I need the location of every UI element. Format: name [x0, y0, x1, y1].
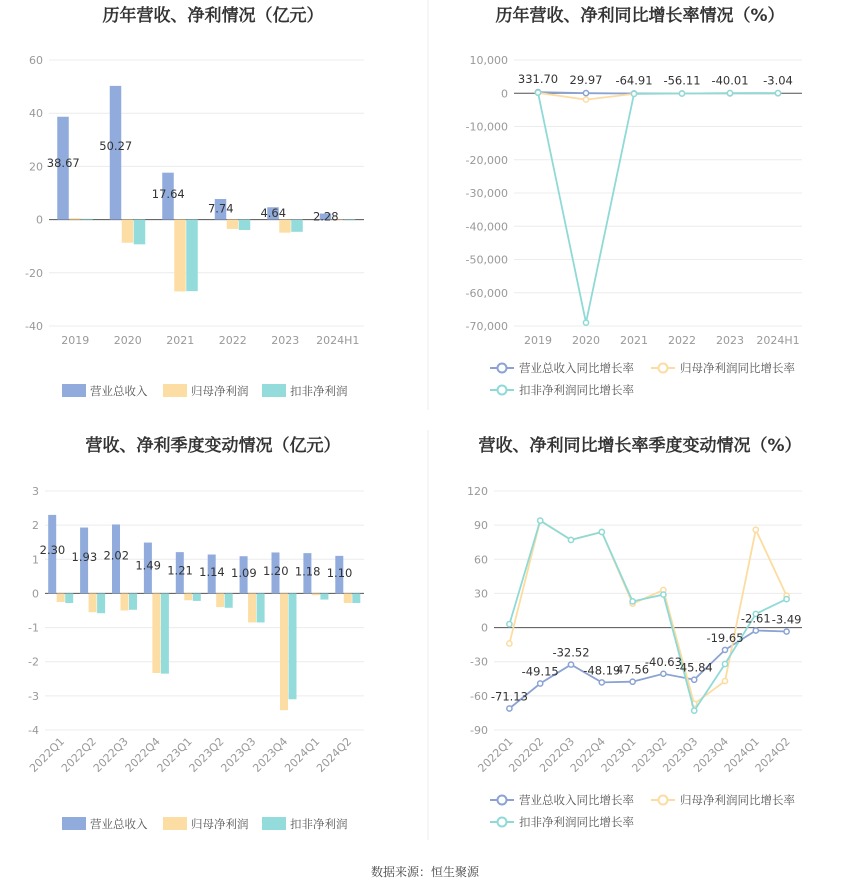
series-point-3: [568, 537, 573, 542]
bar-3: [352, 593, 360, 603]
line-data-label: 331.70: [517, 72, 559, 87]
x-tick-label: 2023: [271, 334, 300, 347]
bar-2: [184, 593, 192, 600]
legend-label: 归母净利润: [191, 384, 249, 398]
y-tick-label: 2: [32, 519, 39, 533]
bar-3: [129, 593, 137, 609]
x-tick-label: 2022: [218, 334, 247, 347]
y-tick-label: -20: [25, 266, 43, 280]
y-tick-label: -40,000: [465, 220, 508, 234]
y-tick-label: 1: [32, 553, 39, 567]
y-tick-label: 3: [32, 485, 39, 498]
y-tick-label: -70,000: [465, 320, 508, 333]
x-tick-label: 2022Q2: [506, 734, 547, 775]
bar-2: [279, 220, 291, 233]
series-point-1: [784, 629, 789, 634]
chart-panel-4: [467, 435, 802, 829]
x-tick-label: 2022Q4: [122, 734, 163, 775]
legend-label: 扣非净利润同比增长率: [519, 815, 634, 829]
y-tick-label: -4: [28, 724, 39, 737]
x-tick-label: 2024Q1: [282, 734, 323, 775]
legend-marker: [498, 796, 507, 805]
bar-data-label: 1.14: [199, 565, 225, 580]
bar-2: [57, 593, 65, 602]
x-tick-label: 2023Q3: [218, 734, 259, 775]
line-data-label: -49.15: [521, 664, 559, 679]
series-point-3: [599, 529, 604, 534]
y-tick-label: -20,000: [465, 153, 508, 167]
series-point-3: [507, 622, 512, 627]
x-tick-label: 2019: [61, 334, 90, 347]
y-tick-label: -30: [470, 655, 488, 669]
chart-panel-2: [466, 5, 802, 397]
series-point-3: [631, 91, 636, 96]
line-data-label: -45.84: [675, 660, 713, 675]
line-data-label: -40.01: [711, 73, 749, 88]
series-point-1: [722, 647, 727, 652]
y-tick-label: 0: [32, 587, 39, 601]
line-data-label: -56.11: [663, 73, 701, 88]
chart-title: 历年营收、净利情况（亿元）: [102, 6, 324, 26]
x-tick-label: 2024H1: [316, 334, 360, 347]
legend-label: 营业总收入: [90, 384, 148, 398]
series-point-3: [722, 661, 727, 666]
line-data-label: -71.13: [490, 689, 528, 704]
x-tick-label: 2024Q2: [314, 734, 355, 775]
legend-label: 营业总收入: [90, 817, 148, 831]
series-point-3: [679, 91, 684, 96]
y-tick-label: 30: [474, 587, 488, 601]
bar-3: [161, 593, 169, 673]
x-tick-label: 2023Q1: [598, 734, 639, 775]
series-point-3: [727, 91, 732, 96]
chart-panel-1: [25, 5, 364, 398]
x-tick-label: 2019: [524, 334, 552, 347]
bar-3: [320, 593, 328, 599]
line-data-label: -64.91: [615, 73, 653, 88]
series-point-1: [661, 671, 666, 676]
legend-marker: [498, 386, 507, 395]
series-point-1: [692, 677, 697, 682]
bar-2: [227, 220, 239, 229]
series-point-3: [535, 90, 540, 95]
bar-data-label: 1.21: [167, 563, 193, 578]
y-tick-label: -3: [28, 689, 39, 703]
x-tick-label: 2023Q4: [691, 734, 732, 775]
bar-data-label: 2.30: [39, 543, 66, 558]
bar-data-label: 4.64: [260, 205, 287, 220]
bar-data-label: 1.09: [231, 565, 257, 580]
y-tick-label: -50,000: [465, 253, 508, 267]
y-tick-label: -1: [28, 621, 39, 635]
y-tick-label: 10,000: [469, 54, 508, 67]
legend-label: 扣非净利润: [290, 817, 348, 831]
series-point-1: [630, 679, 635, 684]
x-tick-label: 2022Q2: [58, 734, 99, 775]
y-tick-label: 60: [29, 54, 43, 67]
legend-marker: [498, 364, 507, 373]
x-tick-label: 2020: [572, 334, 600, 347]
bar-2: [152, 593, 160, 673]
bar-data-label: 1.10: [326, 565, 353, 580]
bar-2: [312, 593, 320, 595]
series-point-1: [753, 628, 758, 633]
legend-swatch: [62, 817, 86, 830]
legend-label: 归母净利润: [191, 817, 249, 831]
legend-label: 营业总收入同比增长率: [519, 361, 634, 375]
x-tick-label: 2024Q1: [721, 734, 762, 775]
bar-3: [225, 593, 233, 607]
y-tick-label: -60,000: [465, 286, 508, 300]
y-tick-label: -90: [470, 724, 488, 737]
chart-panel-3: [27, 435, 364, 831]
x-tick-label: 2022Q1: [475, 734, 516, 775]
bar-data-label: 1.93: [71, 550, 98, 565]
bar-2: [69, 218, 81, 219]
chart-title: 营收、净利季度变动情况（亿元）: [85, 436, 341, 456]
x-tick-label: 2023Q2: [629, 734, 670, 775]
legend-swatch: [163, 817, 187, 830]
series-point-1: [599, 680, 604, 685]
bar-2: [120, 593, 128, 610]
bar-3: [291, 220, 303, 232]
bar-data-label: 7.74: [207, 201, 234, 216]
series-point-3: [538, 518, 543, 523]
bar-2: [248, 593, 256, 622]
legend-label: 扣非净利润同比增长率: [519, 383, 634, 397]
line-data-label: 47.56: [616, 662, 650, 677]
x-tick-label: 2023Q1: [154, 734, 195, 775]
bar-2: [216, 593, 224, 607]
bar-data-label: 17.64: [151, 186, 185, 201]
x-tick-label: 2023: [716, 334, 744, 347]
bar-3: [186, 220, 198, 292]
bar-3: [344, 220, 356, 221]
bar-2: [280, 593, 288, 710]
bar-data-label: 1.20: [262, 563, 289, 578]
series-point-2: [722, 678, 727, 683]
y-tick-label: -10,000: [465, 120, 508, 134]
x-tick-label: 2021: [166, 334, 195, 347]
bar-data-label: 1.49: [135, 558, 161, 573]
bar-2: [174, 220, 186, 292]
y-tick-label: 90: [474, 519, 488, 533]
line-data-label: -3.04: [763, 73, 793, 88]
series-point-3: [661, 592, 666, 597]
y-tick-label: 120: [467, 485, 488, 498]
line-data-label: -40.63: [644, 654, 682, 669]
series-point-1: [507, 706, 512, 711]
bar-3: [193, 593, 201, 601]
y-tick-label: 0: [481, 621, 488, 635]
x-tick-label: 2022: [668, 334, 696, 347]
y-tick-label: 40: [29, 107, 43, 121]
series-point-1: [568, 662, 573, 667]
legend-marker: [498, 818, 507, 827]
legend-swatch: [262, 817, 286, 830]
bar-3: [81, 219, 93, 220]
legend-label: 归母净利润同比增长率: [680, 361, 795, 375]
bar-2: [89, 593, 97, 612]
series-point-2: [753, 527, 758, 532]
bar-3: [65, 593, 73, 603]
bar-data-label: 50.27: [99, 139, 133, 154]
series-line-3: [538, 93, 778, 323]
legend-marker: [659, 796, 668, 805]
series-point-3: [775, 91, 780, 96]
x-tick-label: 2022Q3: [537, 734, 578, 775]
y-tick-label: 0: [501, 87, 508, 101]
y-tick-label: -30,000: [465, 187, 508, 200]
chart-title: 营收、净利同比增长率季度变动情况（%）: [478, 436, 802, 456]
legend-label: 归母净利润同比增长率: [680, 793, 795, 807]
legend-label: 营业总收入同比增长率: [519, 793, 634, 807]
series-point-3: [630, 599, 635, 604]
series-point-3: [784, 597, 789, 602]
y-tick-label: -40: [25, 320, 43, 333]
bar-data-label: 38.67: [46, 156, 80, 171]
bar-2: [122, 220, 134, 243]
x-tick-label: 2022Q3: [90, 734, 131, 775]
y-tick-label: 60: [474, 553, 488, 567]
line-data-label: -48.19: [583, 663, 621, 678]
x-tick-label: 2023Q4: [250, 734, 291, 775]
x-tick-label: 2020: [113, 334, 142, 347]
series-point-1: [538, 681, 543, 686]
series-point-2: [583, 97, 588, 102]
legend-swatch: [163, 384, 187, 397]
bar-data-label: 2.02: [103, 548, 130, 563]
x-tick-label: 2024H1: [756, 334, 800, 347]
y-tick-label: 0: [36, 213, 43, 227]
legend-label: 扣非净利润: [290, 384, 348, 398]
bar-3: [257, 593, 265, 622]
x-tick-label: 2023Q3: [660, 734, 701, 775]
bar-2: [344, 593, 352, 603]
line-data-label: -2.61: [740, 611, 771, 626]
line-data-label: 29.97: [569, 73, 603, 88]
line-data-label: -19.65: [706, 630, 744, 645]
line-data-label: -32.52: [552, 645, 590, 660]
bar-3: [97, 593, 105, 613]
series-point-3: [692, 708, 697, 713]
series-point-2: [507, 641, 512, 646]
y-tick-label: -60: [470, 689, 488, 703]
line-data-label: -3.49: [771, 612, 802, 627]
x-tick-label: 2022Q1: [27, 734, 68, 775]
x-tick-label: 2024Q2: [752, 734, 793, 775]
y-tick-label: -2: [28, 655, 39, 669]
x-tick-label: 2023Q2: [186, 734, 227, 775]
bar-3: [289, 593, 297, 699]
bar-data-label: 1.18: [294, 564, 321, 579]
series-point-1: [583, 91, 588, 96]
bar-3: [239, 220, 251, 230]
bar-3: [134, 220, 146, 245]
x-tick-label: 2021: [620, 334, 648, 347]
bar-data-label: 2.28: [312, 209, 339, 224]
y-tick-label: 20: [29, 160, 43, 174]
legend-swatch: [262, 384, 286, 397]
x-tick-label: 2022Q4: [567, 734, 608, 775]
series-point-3: [583, 320, 588, 325]
chart-title: 历年营收、净利同比增长率情况（%）: [495, 6, 785, 26]
legend-swatch: [62, 384, 86, 397]
legend-marker: [659, 364, 668, 373]
data-source-note: 数据来源：恒生聚源: [370, 865, 480, 879]
